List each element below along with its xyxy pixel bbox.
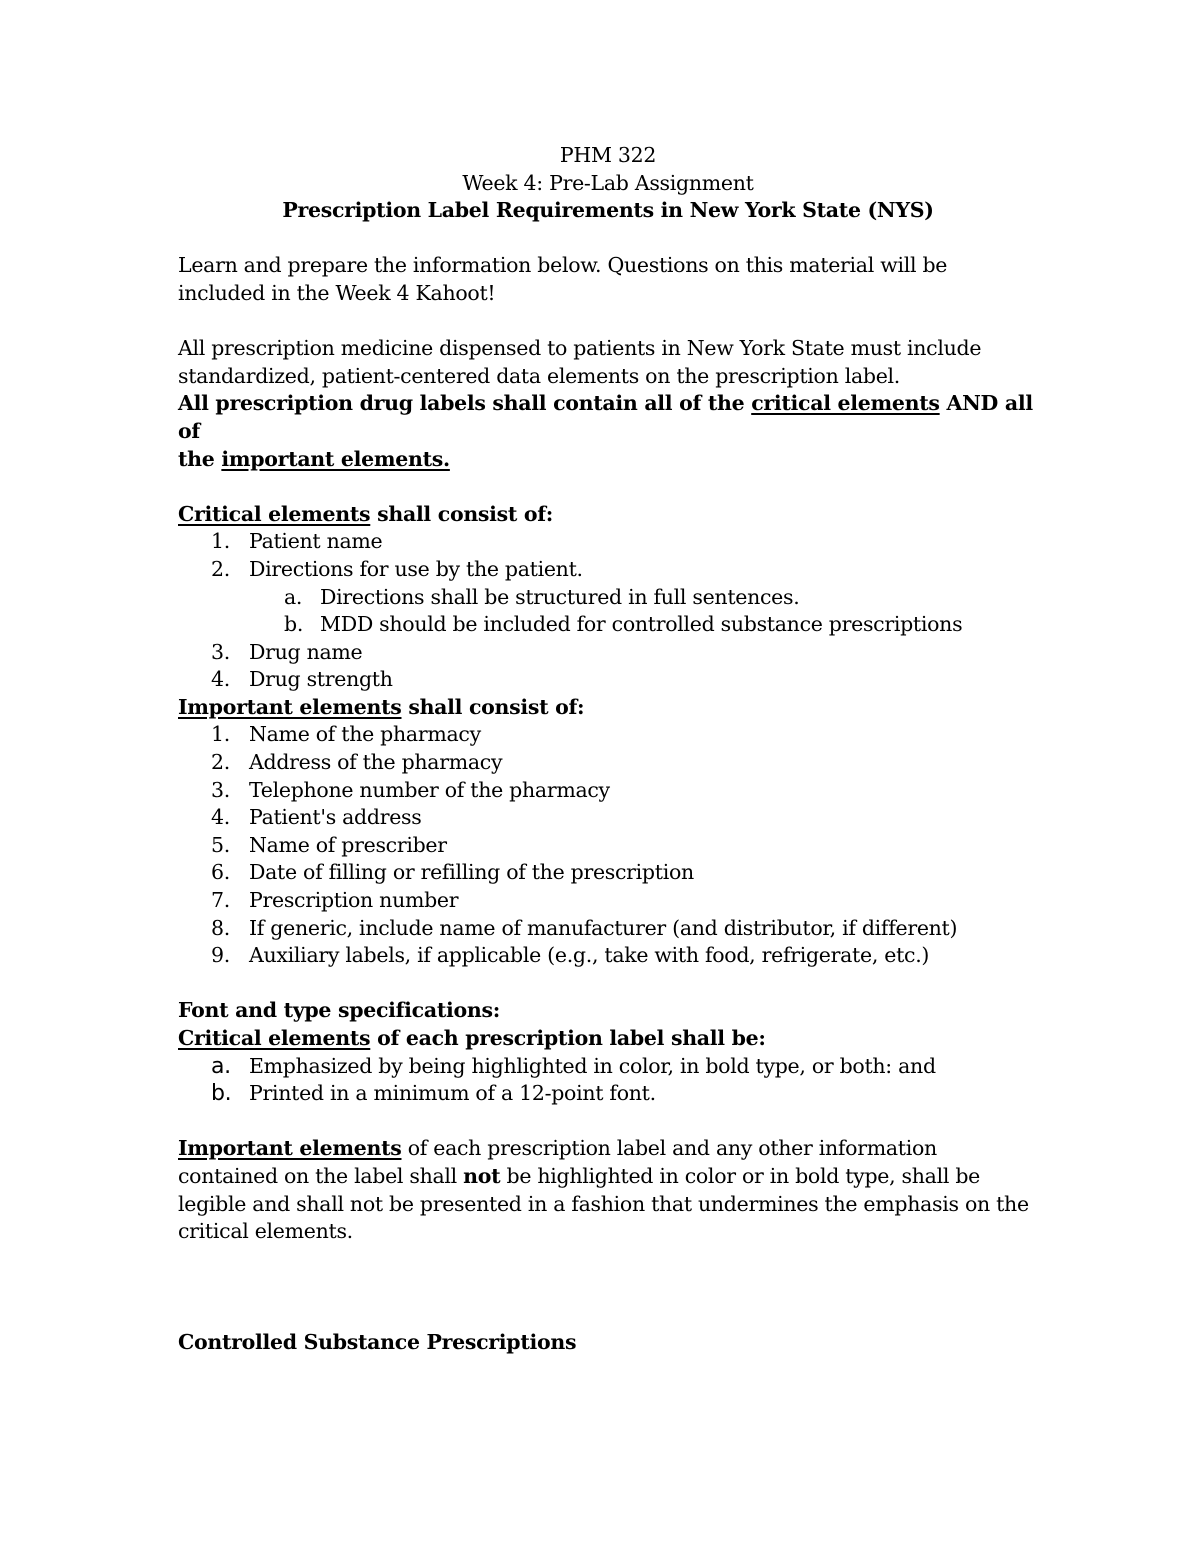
sub-list-item bbox=[178, 584, 1038, 612]
list-text: Patient's address bbox=[249, 805, 422, 830]
list-number: 7. bbox=[211, 888, 230, 913]
list-number: 9. bbox=[211, 943, 230, 968]
list-text: Date of filling or refilling of the prescription bbox=[249, 860, 694, 885]
list-item bbox=[178, 832, 1038, 860]
sub-list-text: MDD should be included for controlled substance prescriptions bbox=[320, 612, 963, 637]
rule-important-term: important elements. bbox=[221, 446, 450, 471]
list-item bbox=[178, 1053, 1038, 1081]
font-spec-list bbox=[178, 1053, 1038, 1108]
sub-list-item bbox=[178, 611, 1038, 639]
list-text: Prescription number bbox=[249, 888, 459, 913]
list-item bbox=[178, 777, 1038, 805]
para-line-3: legible and shall not be presented in a fashion that undermines the emphasis on the bbox=[178, 1191, 1029, 1216]
document-body bbox=[178, 142, 1038, 1357]
rule-line-2 bbox=[178, 446, 1038, 474]
list-number: 3. bbox=[211, 639, 230, 664]
list-text: Drug name bbox=[249, 639, 363, 664]
list-text: Address of the pharmacy bbox=[249, 750, 503, 775]
para-important-term: Important elements bbox=[178, 1136, 402, 1161]
critical-heading bbox=[178, 501, 1038, 529]
list-item bbox=[178, 915, 1038, 943]
rule-and: AND all of bbox=[178, 391, 1033, 443]
list-item bbox=[178, 721, 1038, 749]
list-item bbox=[178, 1080, 1038, 1108]
list-letter: b. bbox=[211, 1081, 232, 1107]
list-text: Drug strength bbox=[249, 667, 393, 692]
font-spec-heading: Font and type specifications: bbox=[178, 998, 500, 1023]
para-line-1-rest: of each prescription label and any other information bbox=[401, 1136, 937, 1161]
list-number: 1. bbox=[211, 722, 230, 747]
list-text: Patient name bbox=[249, 529, 383, 554]
statement-line-1: All prescription medicine dispensed to patients in New York State must include bbox=[178, 336, 982, 361]
important-heading-term: Important elements bbox=[178, 694, 402, 719]
important-elements-paragraph bbox=[178, 1135, 1038, 1245]
para-line-1 bbox=[178, 1135, 1038, 1163]
list-text: Name of the pharmacy bbox=[249, 722, 481, 747]
sub-list-letter: b. bbox=[284, 612, 304, 637]
list-number: 8. bbox=[211, 915, 230, 940]
para-line-2 bbox=[178, 1163, 1038, 1191]
para-line-2-a: contained on the label shall bbox=[178, 1163, 464, 1188]
list-text: Telephone number of the pharmacy bbox=[249, 777, 610, 802]
list-item bbox=[178, 639, 1038, 667]
important-heading-rest: shall consist of: bbox=[401, 694, 585, 719]
list-text: Emphasized by being highlighted in color, in bold type, or both: and bbox=[249, 1053, 936, 1078]
font-spec-subheading bbox=[178, 1025, 1038, 1053]
rule-the: the bbox=[178, 446, 222, 471]
list-item bbox=[178, 666, 1038, 694]
font-spec-subheading-rest: of each prescription label shall be: bbox=[370, 1026, 766, 1050]
important-list bbox=[178, 721, 1038, 969]
list-number: 3. bbox=[211, 777, 230, 802]
document-title: Prescription Label Requirements in New York State (NYS) bbox=[282, 198, 934, 223]
list-number: 6. bbox=[211, 860, 230, 885]
list-number: 2. bbox=[211, 556, 230, 581]
font-spec-critical-term: Critical elements bbox=[178, 1026, 371, 1050]
list-number: 5. bbox=[211, 832, 230, 857]
intro-line-2: included in the Week 4 Kahoot! bbox=[178, 280, 496, 305]
para-not-emphasis: not bbox=[463, 1163, 501, 1188]
statement-line-2: standardized, patient-centered data elements on the prescription label. bbox=[178, 363, 901, 388]
list-number: 2. bbox=[211, 750, 230, 775]
list-item bbox=[178, 749, 1038, 777]
critical-list-continued bbox=[178, 639, 1038, 694]
critical-heading-term: Critical elements bbox=[178, 501, 371, 526]
list-text: If generic, include name of manufacturer (and distributor, if different) bbox=[249, 915, 958, 940]
sub-list-letter: a. bbox=[284, 584, 303, 609]
list-item bbox=[178, 556, 1038, 584]
list-item bbox=[178, 528, 1038, 556]
list-letter: a. bbox=[211, 1053, 231, 1079]
critical-list bbox=[178, 528, 1038, 583]
list-text: Directions for use by the patient. bbox=[249, 556, 583, 581]
para-line-2-b: be highlighted in color or in bold type, shall be bbox=[500, 1163, 980, 1188]
critical-heading-rest: shall consist of: bbox=[370, 501, 554, 526]
list-text: Auxiliary labels, if applicable (e.g., take with food, refrigerate, etc.) bbox=[249, 943, 930, 968]
rule-line-1 bbox=[178, 390, 1038, 445]
important-heading bbox=[178, 694, 1038, 722]
critical-sub-list bbox=[178, 584, 1038, 639]
rule-prefix: All prescription drug labels shall contain all of the bbox=[178, 391, 752, 416]
sub-list-text: Directions shall be structured in full sentences. bbox=[320, 584, 800, 609]
course-code: PHM 322 bbox=[559, 143, 657, 167]
list-number: 4. bbox=[211, 805, 230, 830]
list-number: 4. bbox=[211, 667, 230, 692]
list-text: Printed in a minimum of a 12-point font. bbox=[249, 1081, 656, 1106]
list-item bbox=[178, 942, 1038, 970]
list-item bbox=[178, 859, 1038, 887]
controlled-substance-heading: Controlled Substance Prescriptions bbox=[178, 1330, 577, 1355]
list-text: Name of prescriber bbox=[249, 832, 447, 857]
rule-critical-term: critical elements bbox=[751, 391, 940, 416]
week-title: Week 4: Pre-Lab Assignment bbox=[462, 170, 754, 195]
list-item bbox=[178, 887, 1038, 915]
para-line-4: critical elements. bbox=[178, 1219, 353, 1244]
list-item bbox=[178, 804, 1038, 832]
list-number: 1. bbox=[211, 529, 230, 554]
intro-line-1: Learn and prepare the information below. Questions on this material will be bbox=[178, 253, 948, 278]
